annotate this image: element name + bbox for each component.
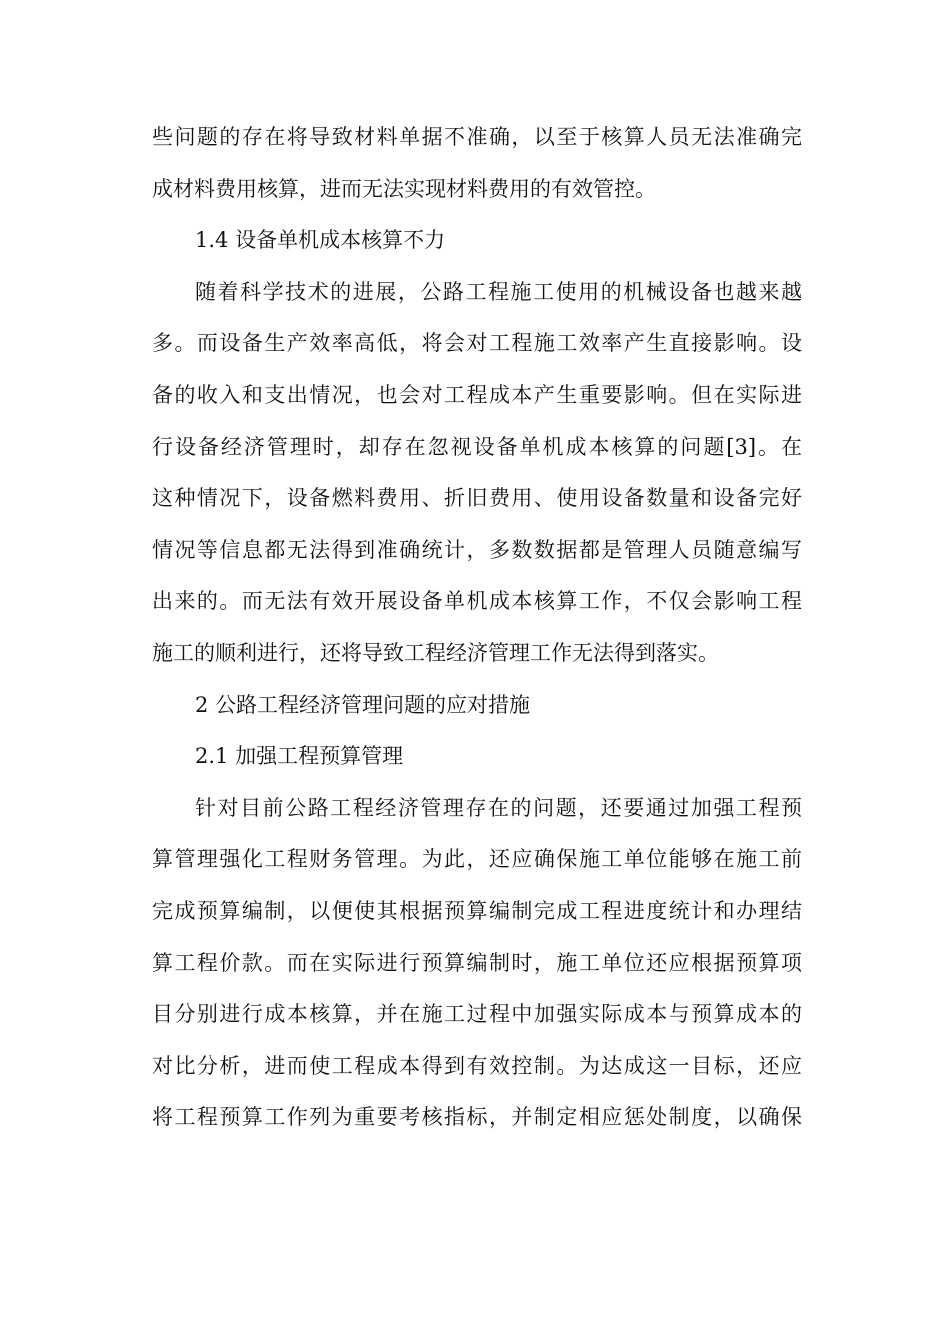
text-line-17: 算工程价款。而在实际进行预算编制时，施工单位还应根据预算项 xyxy=(152,950,802,975)
section-heading-2: 2 公路工程经济管理问题的应对措施 xyxy=(195,692,531,717)
text-line-1: 些问题的存在将导致材料单据不准确，以至于核算人员无法准确完 xyxy=(152,125,802,149)
text-line-16: 完成预算编制，以便使其根据预算编制完成工程进度统计和办理结 xyxy=(152,898,802,923)
text-line-9: 情况等信息都无法得到准确统计，多数数据都是管理人员随意编写 xyxy=(152,537,802,562)
text-line-6: 备的收入和支出情况，也会对工程成本产生重要影响。但在实际进 xyxy=(152,382,802,407)
text-line-4: 随着科学技术的进展，公路工程施工使用的机械设备也越来越 xyxy=(195,279,802,304)
text-line-8: 这种情况下，设备燃料费用、折旧费用、使用设备数量和设备完好 xyxy=(152,486,802,511)
body-text xyxy=(152,112,802,1144)
text-line-14: 针对目前公路工程经济管理存在的问题，还要通过加强工程预 xyxy=(195,795,802,820)
text-line-5: 多。而设备生产效率高低，将会对工程施工效率产生直接影响。设 xyxy=(152,331,802,356)
text-line-18: 目分别进行成本核算，并在施工过程中加强实际成本与预算成本的 xyxy=(152,1002,802,1027)
text-line-19: 对比分析，进而使工程成本得到有效控制。为达成这一目标，还应 xyxy=(152,1053,802,1078)
text-line-20: 将工程预算工作列为重要考核指标，并制定相应惩处制度，以确保 xyxy=(152,1105,802,1130)
text-line-2: 成材料费用核算，进而无法实现材料费用的有效管控。 xyxy=(152,176,656,201)
section-heading-1-4: 1.4 设备单机成本核算不力 xyxy=(195,228,446,253)
text-line-15: 算管理强化工程财务管理。为此，还应确保施工单位能够在施工前 xyxy=(152,847,802,872)
text-line-11: 施工的顺利进行，还将导致工程经济管理工作无法得到落实。 xyxy=(152,640,719,665)
section-heading-2-1: 2.1 加强工程预算管理 xyxy=(195,744,404,769)
text-line-7: 行设备经济管理时，却存在忽视设备单机成本核算的问题[3]。在 xyxy=(152,434,802,459)
text-line-10: 出来的。而无法有效开展设备单机成本核算工作，不仅会影响工程 xyxy=(152,589,802,614)
